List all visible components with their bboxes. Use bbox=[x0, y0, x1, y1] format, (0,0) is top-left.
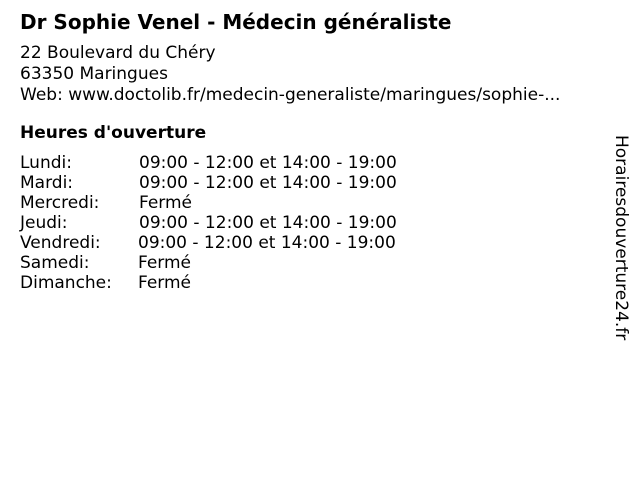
time-value: 09:00 - 12:00 et 14:00 - 19:00 bbox=[138, 233, 396, 253]
time-value: 09:00 - 12:00 et 14:00 - 19:00 bbox=[139, 153, 397, 173]
street-address: 22 Boulevard du Chéry bbox=[20, 43, 216, 63]
time-value: Fermé bbox=[139, 193, 193, 213]
website-line[interactable]: Web: www.doctolib.fr/medecin-generaliste/maringues/sophie-... bbox=[20, 85, 561, 105]
day-label: Vendredi: bbox=[20, 233, 101, 253]
day-label: Mardi: bbox=[20, 173, 74, 193]
day-label: Samedi: bbox=[20, 253, 90, 273]
opening-hours-heading: Heures d'ouverture bbox=[20, 123, 207, 143]
day-label: Jeudi: bbox=[20, 213, 68, 233]
page-title: Dr Sophie Venel - Médecin généraliste bbox=[20, 10, 452, 34]
time-value: 09:00 - 12:00 et 14:00 - 19:00 bbox=[139, 173, 397, 193]
city-address: 63350 Maringues bbox=[20, 64, 168, 84]
day-label: Mercredi: bbox=[20, 193, 100, 213]
site-watermark: Horairesdouverture24.fr bbox=[611, 135, 631, 341]
time-value: Fermé bbox=[138, 273, 192, 293]
time-value: Fermé bbox=[138, 253, 192, 273]
day-label: Lundi: bbox=[20, 153, 72, 173]
address-block bbox=[20, 43, 560, 106]
time-value: 09:00 - 12:00 et 14:00 - 19:00 bbox=[139, 213, 397, 233]
day-label: Dimanche: bbox=[20, 273, 112, 293]
